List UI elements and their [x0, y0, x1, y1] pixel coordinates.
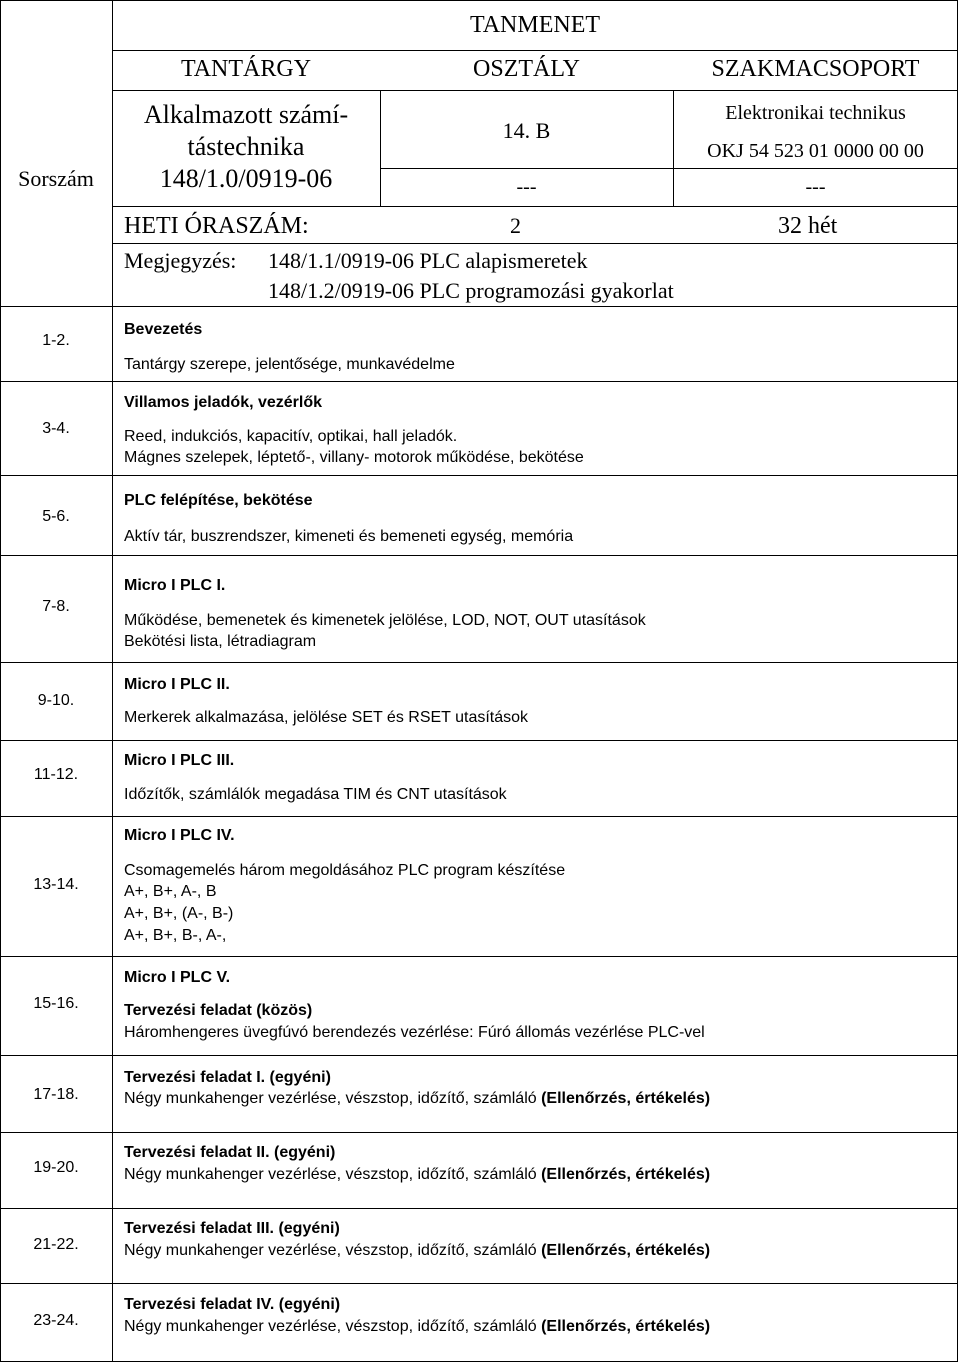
- row-number: 1-2.: [42, 332, 70, 349]
- row-detail-emphasis: (Ellenőrzés, értékelés): [541, 1090, 711, 1107]
- row-title: PLC felépítése, bekötése: [124, 492, 313, 509]
- row-detail: Működése, bemenetek és kimenetek jelölése, LOD, NOT, OUT utasítások: [124, 612, 646, 629]
- row-detail: A+, B+, A-, B: [124, 883, 217, 900]
- row-title: Tervezési feladat I. (egyéni): [124, 1069, 331, 1086]
- weeks-count: 32 hét: [778, 213, 838, 239]
- row-number: 15-16.: [33, 995, 79, 1012]
- row-title: Micro I PLC II.: [124, 676, 230, 693]
- row-number: 5-6.: [42, 508, 70, 525]
- row-detail-emphasis: (Ellenőrzés, értékelés): [541, 1242, 711, 1259]
- row-title: Bevezetés: [124, 321, 203, 338]
- row-divider: [0, 555, 958, 556]
- row-detail-text: Négy munkahenger vezérlése, vészstop, időzítő, számláló: [124, 1090, 542, 1107]
- col-class-heading: OSZTÁLY: [473, 56, 580, 82]
- row-detail: [124, 1166, 710, 1184]
- row-title: Micro I PLC V.: [124, 969, 231, 986]
- row-number: 3-4.: [42, 420, 70, 437]
- class-dash: ---: [516, 176, 537, 198]
- row-title: Tervezési feladat IV. (egyéni): [124, 1296, 341, 1313]
- row-divider: [0, 381, 958, 382]
- col-subject-heading: TANTÁRGY: [180, 56, 312, 82]
- row-divider: [0, 956, 958, 957]
- row-detail: Háromhengeres üvegfúvó berendezés vezérlése: Fúró állomás vezérlése PLC-vel: [124, 1024, 705, 1041]
- row-detail: Csomagemelés három megoldásához PLC program készítése: [124, 862, 566, 879]
- row-detail-text: Négy munkahenger vezérlése, vészstop, időzítő, számláló: [124, 1318, 542, 1335]
- col-group-heading: SZAKMACSOPORT: [711, 56, 920, 82]
- row-divider: [0, 1132, 958, 1133]
- group-dash: ---: [805, 176, 826, 198]
- sorszam-heading: Sorszám: [18, 166, 94, 191]
- row-number: 17-18.: [33, 1086, 79, 1103]
- sorszam-divider: [112, 0, 113, 1362]
- note-line2: 148/1.2/0919-06 PLC programozási gyakorlat: [268, 278, 674, 303]
- row-number: 9-10.: [37, 692, 75, 709]
- note-label: Megjegyzés:: [124, 248, 237, 273]
- row-title: Villamos jeladók, vezérlők: [124, 394, 323, 411]
- row-detail: Aktív tár, buszrendszer, kimeneti és bemeneti egység, memória: [124, 528, 574, 545]
- group-name: Elektronikai technikus: [725, 102, 906, 124]
- dash-divider: [380, 168, 958, 169]
- weekly-divider: [112, 243, 958, 244]
- row-detail: Reed, indukciós, kapacitív, optikai, hall jeladók.: [124, 428, 458, 445]
- title-divider: [112, 50, 958, 51]
- row-subtitle: Tervezési feladat (közös): [124, 1002, 313, 1019]
- subject-code: 148/1.0/0919-06: [159, 164, 333, 193]
- subject-name-line2: tástechnika: [187, 132, 305, 161]
- row-title: Tervezési feladat II. (egyéni): [124, 1144, 336, 1161]
- row-divider: [0, 1055, 958, 1056]
- row-divider: [0, 306, 958, 307]
- row-divider: [0, 740, 958, 741]
- colhead-divider: [112, 90, 958, 91]
- row-divider: [0, 1208, 958, 1209]
- row-divider: [0, 816, 958, 817]
- subject-divider: [112, 206, 958, 207]
- row-divider: [0, 662, 958, 663]
- row-title: Micro I PLC IV.: [124, 827, 235, 844]
- row-detail-text: Négy munkahenger vezérlése, vészstop, időzítő, számláló: [124, 1166, 542, 1183]
- row-number: 23-24.: [33, 1312, 79, 1329]
- weekly-hours-value: 2: [510, 213, 521, 238]
- row-number: 11-12.: [33, 766, 79, 783]
- row-detail: A+, B+, B-, A-,: [124, 927, 227, 944]
- row-detail: [124, 1242, 710, 1260]
- note-line1: 148/1.1/0919-06 PLC alapismeretek: [268, 248, 588, 273]
- row-title: Micro I PLC I.: [124, 577, 226, 594]
- row-title: Tervezési feladat III. (egyéni): [124, 1220, 340, 1237]
- row-number: 19-20.: [33, 1159, 79, 1176]
- row-detail: Mágnes szelepek, léptető-, villany- motorok működése, bekötése: [124, 449, 584, 466]
- row-detail: Bekötési lista, létradiagram: [124, 633, 317, 650]
- subject-name-line1: Alkalmazott számí-: [143, 100, 349, 129]
- row-title: Micro I PLC III.: [124, 752, 235, 769]
- row-detail: [124, 1090, 710, 1108]
- row-divider: [0, 475, 958, 476]
- weekly-hours-label: HETI ÓRASZÁM:: [124, 213, 309, 239]
- row-detail: Merkerek alkalmazása, jelölése SET és RSET utasítások: [124, 709, 529, 726]
- row-number: 7-8.: [42, 598, 70, 615]
- row-detail-text: Négy munkahenger vezérlése, vészstop, időzítő, számláló: [124, 1242, 542, 1259]
- group-code: OKJ 54 523 01 0000 00 00: [707, 140, 924, 162]
- row-number: 13-14.: [33, 876, 79, 893]
- row-divider: [0, 1283, 958, 1284]
- document-title: TANMENET: [469, 12, 601, 38]
- row-detail: [124, 1318, 710, 1336]
- class-value: 14. B: [502, 118, 551, 143]
- row-number: 21-22.: [33, 1236, 79, 1253]
- row-detail-emphasis: (Ellenőrzés, értékelés): [541, 1166, 711, 1183]
- row-detail: Időzítők, számlálók megadása TIM és CNT utasítások: [124, 786, 507, 803]
- row-detail-emphasis: (Ellenőrzés, értékelés): [541, 1318, 711, 1335]
- row-detail: Tantárgy szerepe, jelentősége, munkavédelme: [124, 356, 455, 373]
- row-detail: A+, B+, (A-, B-): [124, 905, 234, 922]
